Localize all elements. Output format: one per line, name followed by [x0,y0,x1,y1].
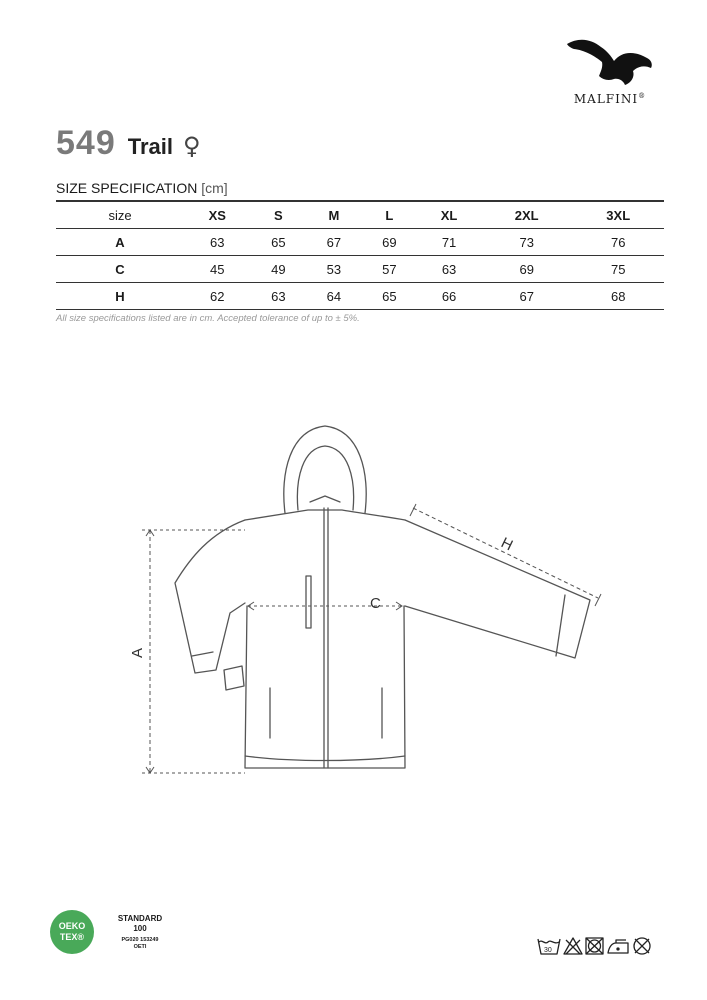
table-cell: 57 [362,256,418,283]
column-header: XS [184,201,251,229]
table-cell: 75 [572,256,664,283]
table-cell: 63 [184,229,251,256]
table-cell: 62 [184,283,251,310]
table-cell: 53 [306,256,362,283]
oeko-logo-line: OEKO [58,921,86,931]
jacket-outline [175,426,590,768]
dimension-label-h: H [498,534,516,555]
table-cell: 63 [251,283,307,310]
oeko-institute: OETI [133,944,147,950]
table-cell: 45 [184,256,251,283]
female-symbol-icon: ♀ [182,132,201,160]
eagle-icon [565,34,655,89]
dimension-label-a: A [129,647,146,659]
table-row [56,256,664,283]
model-number: 549 [56,124,116,162]
row-label: A [56,229,184,256]
jacket-diagram [120,418,620,788]
table-cell: 76 [572,229,664,256]
table-cell: 49 [251,256,307,283]
brand-logo [555,34,665,114]
wash-30-icon [538,939,560,954]
size-table [56,200,664,310]
do-not-bleach-icon [564,938,582,954]
table-cell: 68 [572,283,664,310]
table-cell: 69 [362,229,418,256]
tolerance-note: All size specifications listed are in cm. Accepted tolerance of up to ± 5%. [56,313,360,324]
brand-name: MALFINI® [573,92,647,106]
table-cell: 73 [481,229,573,256]
dimension-lines [142,504,601,773]
row-label: C [56,256,184,283]
column-header: 3XL [572,201,664,229]
column-header: 2XL [481,201,573,229]
care-symbols [536,934,666,958]
table-cell: 65 [362,283,418,310]
oeko-level: 100 [133,924,147,933]
table-cell: 66 [417,283,481,310]
wash-temperature: 30 [544,947,552,954]
row-label: H [56,283,184,310]
column-header: L [362,201,418,229]
oeko-logo-line: TEX® [59,932,85,942]
table-cell: 67 [481,283,573,310]
model-name: Trail [127,134,173,159]
spec-unit: [cm] [201,180,228,196]
product-title [56,124,201,164]
table-cell: 63 [417,256,481,283]
do-not-dry-clean-icon [634,938,650,954]
oeko-standard: STANDARD [117,914,163,923]
oeko-tex-logo [50,910,94,954]
oeko-cert-number: PG020 153249 [121,937,159,943]
table-cell: 67 [306,229,362,256]
column-header: M [306,201,362,229]
table-cell: 71 [417,229,481,256]
dimension-label-c: C [370,595,381,612]
table-row [56,283,664,310]
column-header: size [56,201,184,229]
table-cell: 69 [481,256,573,283]
table-header-row [56,201,664,229]
do-not-tumble-dry-icon [586,938,603,954]
iron-low-icon [608,940,628,953]
oeko-tex-text [100,914,180,951]
spec-heading [56,180,228,196]
table-cell: 64 [306,283,362,310]
column-header: XL [417,201,481,229]
spec-heading-text: SIZE SPECIFICATION [56,180,198,196]
table-row [56,229,664,256]
column-header: S [251,201,307,229]
table-cell: 65 [251,229,307,256]
